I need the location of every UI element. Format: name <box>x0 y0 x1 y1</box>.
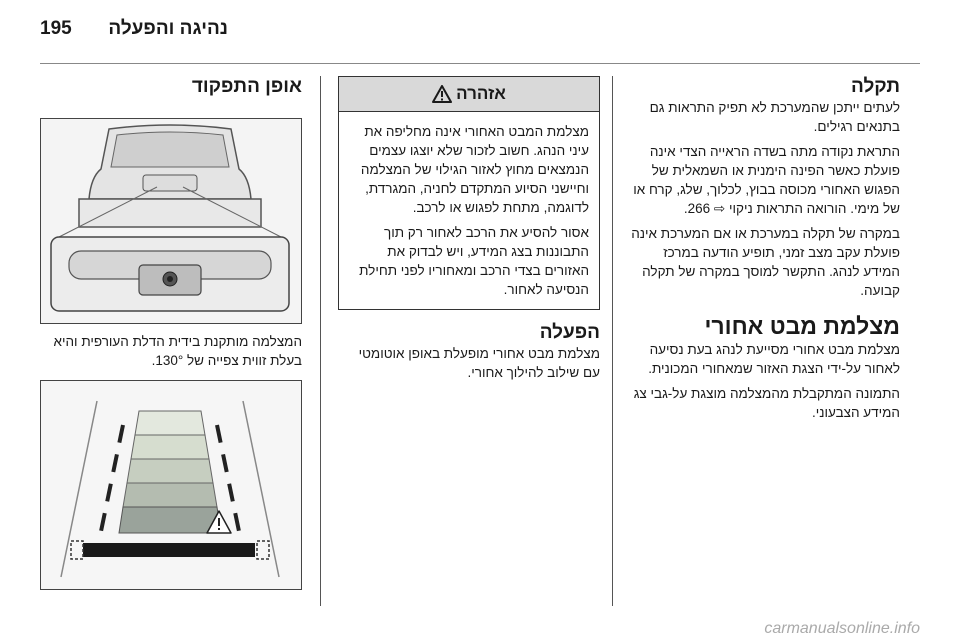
fault-paragraph-1: לעתים ייתכן שהמערכת לא תפיק התראות גם בתנאים רגילים. <box>649 100 900 134</box>
left-column <box>40 76 302 590</box>
running-title: נהיגה והפעלה <box>108 18 228 39</box>
warning-paragraph-1: מצלמת המבט האחורי אינה מחליפה את עיני הנהג. חשוב לזכור שלא יוצגו עצמים הנמצאים מחוץ לאזור הגילוי של המצלמה וחיישני הסיוע המתקדם לחניה, המגרדת, לדוגמה, מתחת לפגוש או לרכב. <box>360 124 589 215</box>
activation-heading: הפעלה <box>539 322 600 343</box>
activation-paragraph: מצלמת מבט אחורי מופעלת באופן אוטומטי עם שילוב להילוך אחורי. <box>358 346 600 380</box>
fault-paragraph-3: במקרה של תקלה במערכת או אם המערכת אינה פועלת עקב מצב זמני, תופיע הודעה במרכז המידע לנהג. התקשר למוסך במקרה של תקלה קבועה. <box>631 226 900 298</box>
camera-heading: מצלמת מבט אחורי <box>704 313 900 339</box>
warning-triangle-icon <box>432 85 452 103</box>
camera-display-illustration <box>40 380 302 590</box>
camera-paragraph-2: התמונה המתקבלת מהמצלמה מוצגת על-גבי צג המידע הצבעוני. <box>633 386 900 420</box>
camera-paragraph-1: מצלמת מבט אחורי מסייעת לנהג בעת נסיעה לאחור על-ידי הצגת האזור שמאחורי המכונית. <box>648 342 900 376</box>
principle-heading: אופן התפקוד <box>191 76 302 97</box>
warning-body <box>339 112 599 309</box>
watermark: carmanualsonline.info <box>764 620 920 637</box>
car-rear-drawing <box>40 119 301 323</box>
middle-column <box>338 76 600 382</box>
figure-caption: המצלמה מותקנת בידית הדלת העורפית והיא בעלת זווית צפייה של 130°. <box>53 334 302 368</box>
page-number: 195 <box>40 18 72 39</box>
warning-title: אזהרה <box>456 84 506 103</box>
column-divider-left <box>320 76 321 606</box>
column-divider-right <box>612 76 613 606</box>
warning-paragraph-2: אסור להסיע את הרכב לאחור רק תוך התבוננות בצג המידע, ויש לבדוק את האזורים בצדי הרכב ומאחוריו לפני תחילת הנסיעה לאחור. <box>359 225 589 297</box>
right-column <box>624 76 900 422</box>
parking-guide-display <box>40 381 301 589</box>
header-rule <box>40 63 920 64</box>
fault-heading: תקלה <box>850 76 900 97</box>
car-rear-camera-illustration <box>40 118 302 324</box>
fault-paragraph-2: התראת נקודה מתה בשדה הראייה הצדי אינה פועלת כאשר הפינה הימנית או השמאלית של הפגוש האחורי מכוסה בבוץ, לכלוך, שלג, קרח או של מימי. הורואה התראות ניקוי ⇨ 266. <box>633 144 900 216</box>
warning-box <box>338 76 600 310</box>
warning-header <box>339 77 599 112</box>
